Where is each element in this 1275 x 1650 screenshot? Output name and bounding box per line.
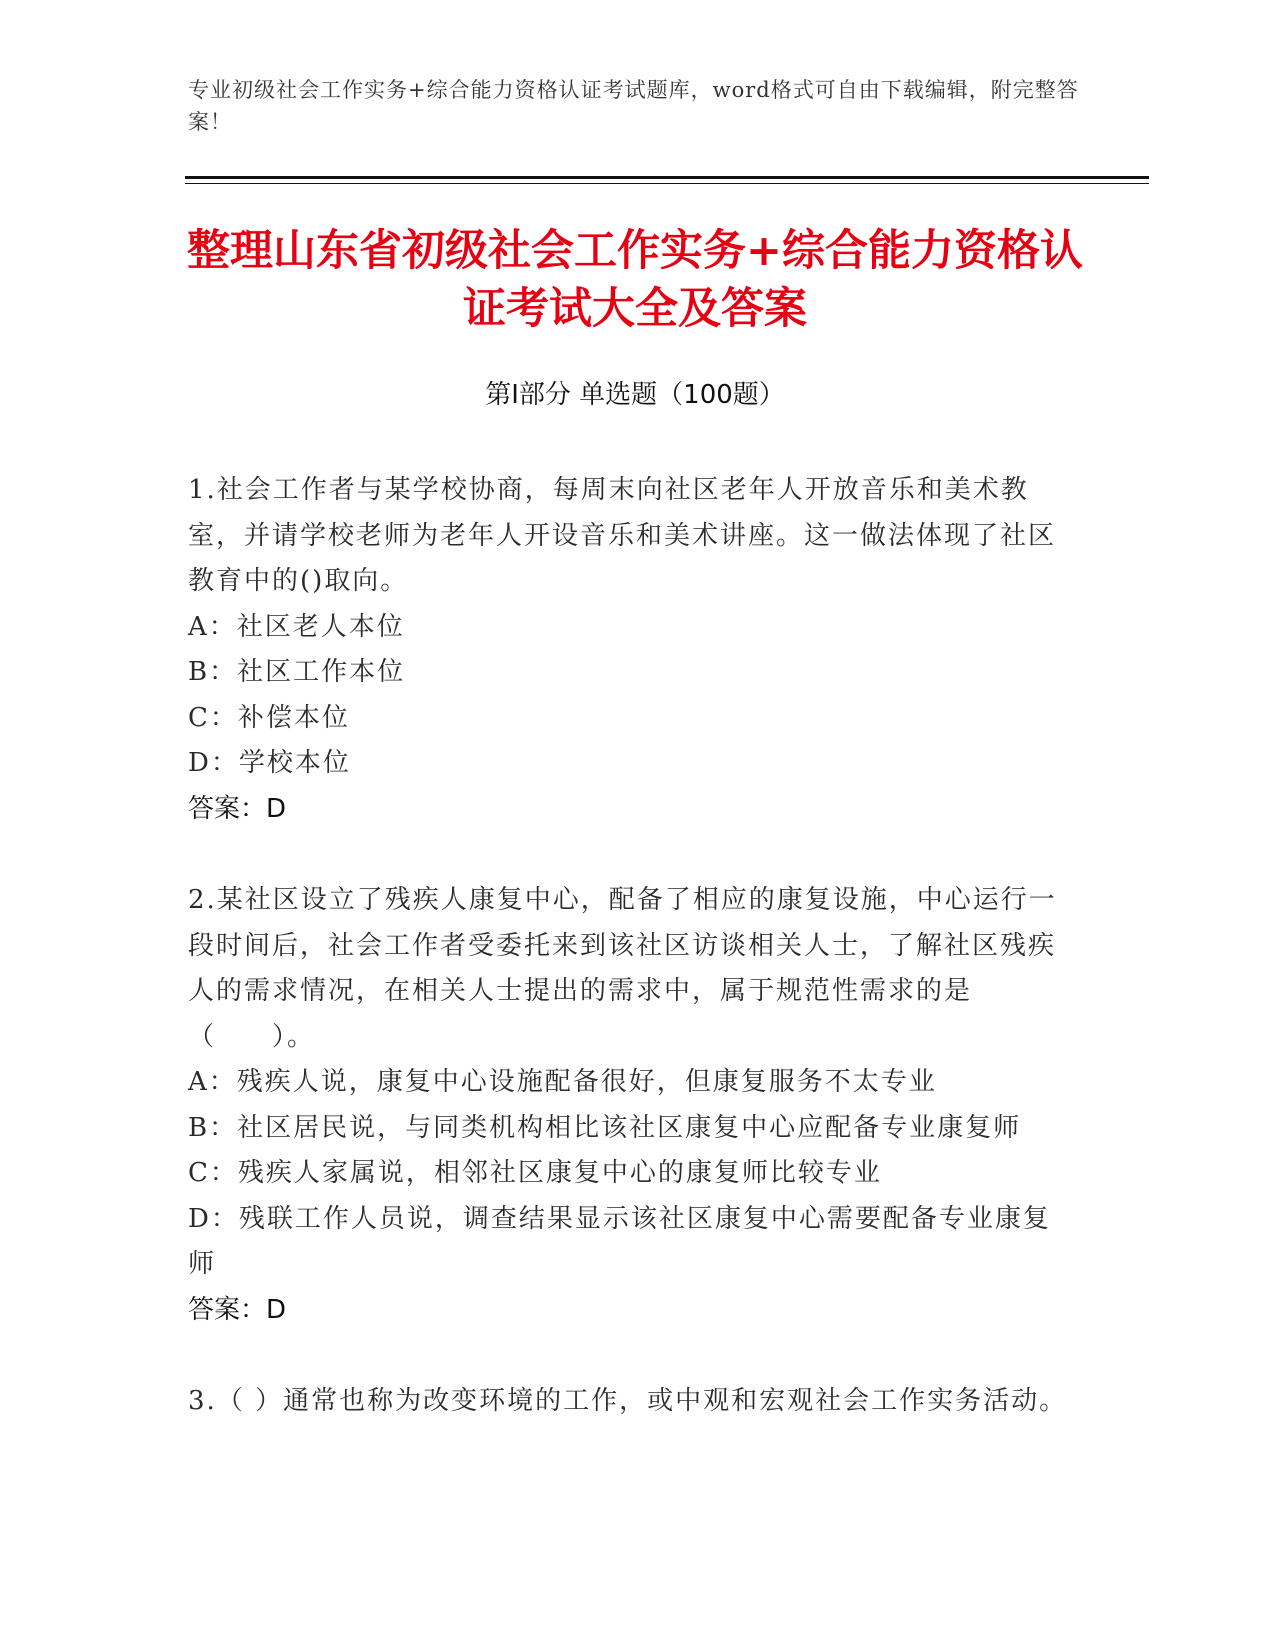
option-b: B：社区居民说，与同类机构相比该社区康复中心应配备专业康复师 — [188, 1112, 1022, 1143]
question-stem: 2.某社区设立了残疾人康复中心，配备了相应的康复设施，中心运行一段时间后，社会工作者受委托来到该社区访谈相关人士，了解社区残疾人的需求情况，在相关人士提出的需求中，属于规范性需求的是（ ）。 — [188, 885, 1057, 1052]
option-c: C：残疾人家属说，相邻社区康复中心的康复师比较专业 — [188, 1158, 882, 1188]
header-divider-thick — [185, 176, 1149, 179]
document-title: 整理山东省初级社会工作实务+综合能力资格认证考试大全及答案 — [186, 226, 1084, 334]
section-heading: 第Ⅰ部分 单选题（100题） — [485, 380, 785, 410]
question-3 — [188, 1379, 1068, 1425]
header-note: 专业初级社会工作实务+综合能力资格认证考试题库，word格式可自由下载编辑，附完整答案！ — [188, 78, 1079, 134]
question-1 — [188, 468, 1068, 832]
header-divider-thin — [185, 183, 1149, 184]
option-c: C：补偿本位 — [188, 702, 350, 733]
option-a: A：残疾人说，康复中心设施配备很好，但康复服务不太专业 — [188, 1067, 937, 1097]
question-list — [188, 468, 1068, 1471]
option-b: B：社区工作本位 — [188, 657, 406, 687]
answer-label: 答案：D — [188, 1294, 287, 1325]
question-stem: 3.（ ）通常也称为改变环境的工作，或中观和宏观社会工作实务活动。 — [188, 1386, 1068, 1416]
question-stem: 1.社会工作者与某学校协商，每周末向社区老年人开放音乐和美术教室，并请学校老师为老年人开设音乐和美术讲座。这一做法体现了社区教育中的()取向。 — [188, 475, 1057, 596]
option-a: A：社区老人本位 — [188, 611, 405, 642]
option-d: D：残联工作人员说，调查结果显示该社区康复中心需要配备专业康复师 — [188, 1203, 1051, 1279]
answer-label: 答案：D — [188, 793, 287, 824]
option-d: D：学校本位 — [188, 748, 351, 778]
question-2 — [188, 878, 1068, 1333]
